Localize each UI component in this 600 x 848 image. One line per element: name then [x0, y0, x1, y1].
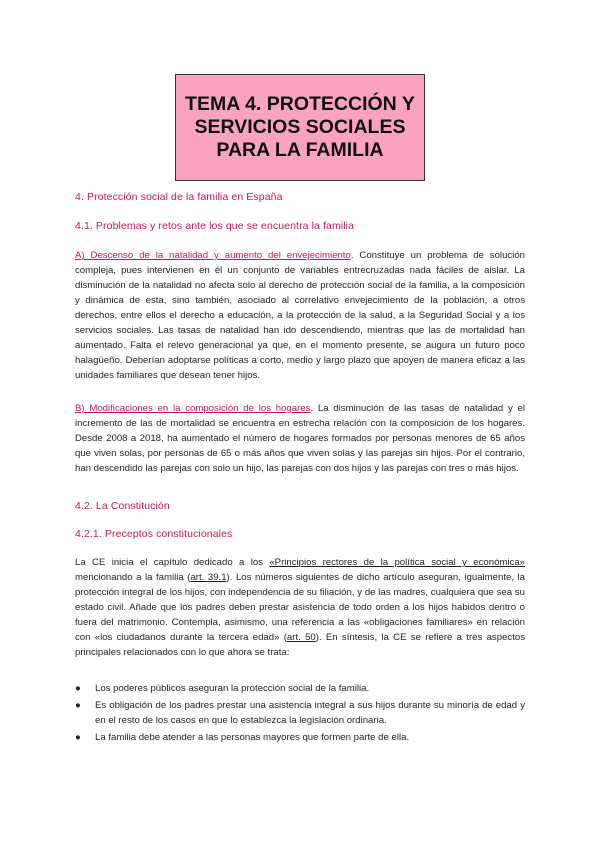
bullet-list	[75, 681, 525, 747]
paragraph-ce-text-1: La CE inicia el capítulo dedicado a los	[75, 557, 270, 568]
paragraph-a-text: . Constituye un problema de solución compleja, pues intervienen en él un conjunto de variables entrecruzadas nada fáciles de aislar. La disminución de la natalidad no afecta solo al derecho de protección social de la familia, a la composición y dinámica de esta, sino también, asociado al correlativo envejecimiento de la población, a otros derechos, entre ellos el derecho a educación, a la protección de la salud, a la Seguridad Social y a los servicios sociales. Las tasas de natalidad han ido descendiendo, mientras que las de mortalidad han aumentado. Falta el relevo generacional ya que, en el momento presente, se augura un futuro poco halagüeño. Deberían adoptarse políticas a corto, medio y largo plazo que apoyen de manera eficaz a las unidades familiares que desean tener hijos.	[75, 250, 526, 381]
heading-4-2-1: 4.2.1. Preceptos constitucionales	[75, 528, 233, 540]
list-item	[75, 681, 525, 696]
title-line-1: TEMA 4. PROTECCIÓN Y	[185, 93, 415, 115]
paragraph-b-text: . La disminución de las tasas de natalidad y el incremento de las de mortalidad se encuentra en estrecha relación con la composición de los hogares. Desde 2008 a 2018, ha aumentado el número de hogares formados por personas menores de 65 años que viven solas, por personas de 65 o más años que viven solas y las parejas sin hijos. Por el contrario, han descendido las parejas con solo un hijo, las parejas con dos hijos y las parejas con tres o más hijos.	[75, 403, 525, 474]
list-item-text: La familia debe atender a las personas mayores que formen parte de ella.	[95, 732, 410, 743]
paragraph-ce-text-4: ). En síntesis, la CE se refiere a tres aspectos principales relacionados con lo que ahora se trata:	[75, 632, 525, 658]
list-item-text: Los poderes públicos aseguran la protección social de la familia.	[95, 683, 370, 694]
paragraph-ce-text-2: mencionando a la familia (	[75, 572, 191, 583]
paragraph-ce	[75, 555, 525, 660]
heading-4-1: 4.1. Problemas y retos ante los que se encuentra la familia	[75, 220, 355, 232]
title-line-2: SERVICIOS SOCIALES	[194, 116, 406, 138]
link-principios-rectores[interactable]: «Principios rectores de la política social y económica»	[269, 557, 525, 568]
list-item	[75, 730, 525, 745]
list-item	[75, 698, 525, 728]
bullet-icon: ●	[75, 732, 81, 743]
paragraph-ce-text-3: ). Los números siguientes de dicho artículo aseguran, igualmente, la protección integral de los hijos, con independencia de su filiación, y de las madres, cualquiera que sea su estado civil. Añade que los padres deben prestar asistencia de todo orden a los hijos habidos dentro o fuera del matrimonio. Contempla, asimismo, una referencia a las «obligaciones familiares» en relación con «los ciudadanos durante la tercera edad» (	[75, 572, 525, 643]
link-art-39-1[interactable]: art. 39.1	[190, 572, 227, 583]
paragraph-a-label: A) Descenso de la natalidad y aumento del envejecimiento	[75, 250, 351, 261]
list-item-text: Es obligación de los padres prestar una asistencia integral a sus hijos durante su minoría de edad y en el resto de los casos en que lo establezca la legislación ordinaria.	[95, 700, 525, 726]
heading-4-2: 4.2. La Constitución	[75, 500, 170, 512]
paragraph-a	[75, 248, 525, 383]
title-line-3: PARA LA FAMILIA	[216, 139, 384, 161]
title-box	[175, 74, 425, 181]
bullet-icon: ●	[75, 683, 81, 694]
bullet-icon: ●	[75, 700, 81, 711]
paragraph-b-label: B) Modificaciones en la composición de los hogares	[75, 403, 311, 414]
heading-4: 4. Protección social de la familia en España	[75, 191, 283, 203]
paragraph-b	[75, 401, 525, 476]
link-art-50[interactable]: art. 50	[286, 632, 316, 643]
